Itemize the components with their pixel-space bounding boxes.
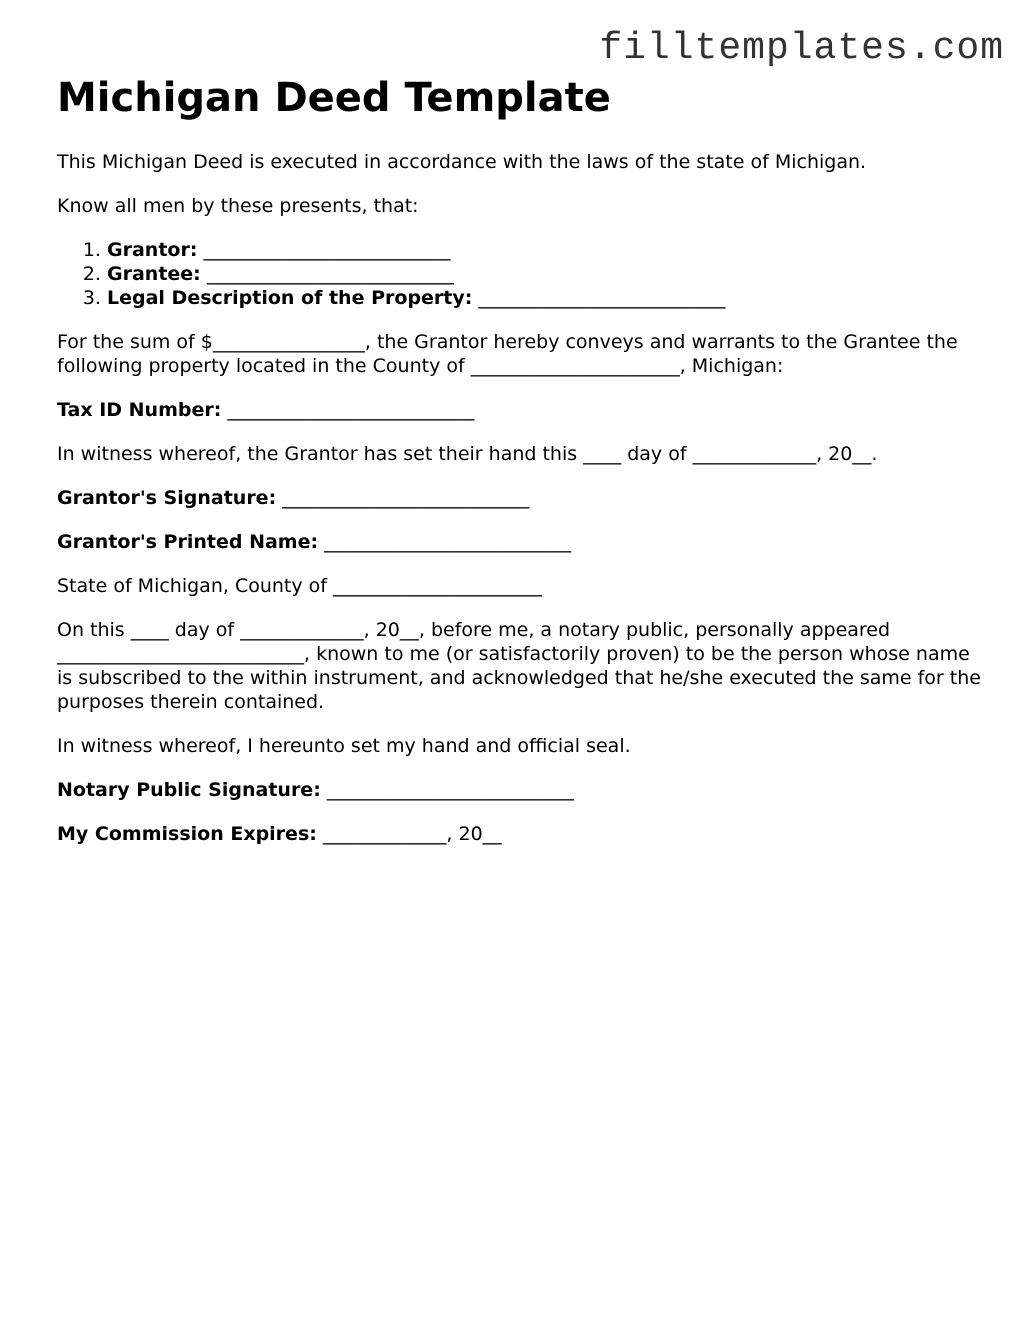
parties-list [57,238,987,310]
commission-expires-blank: _____________, 20__ [316,823,502,845]
grantor-signature-line [57,486,987,510]
know-all-paragraph: Know all men by these presents, that: [57,195,419,217]
tax-id-line [57,398,987,422]
grantee-blank: __________________________ [200,263,454,285]
watermark: filltemplates.com [599,27,1004,70]
state-county-line: State of Michigan, County of ______________________ [57,575,543,597]
list-item-legal-description [107,286,987,310]
commission-expires-line [57,822,987,846]
grantor-signature-label: Grantor's Signature: [57,487,277,509]
grantor-blank: __________________________ [197,239,451,261]
grantee-label: Grantee: [107,263,201,285]
grantor-signature-blank: __________________________ [276,487,530,509]
sum-clause-paragraph: For the sum of $________________, the Grantor hereby conveys and warrants to the Grantee the following property located in the County of ______________________, Michigan: [57,331,958,377]
witness-grantor-paragraph: In witness whereof, the Grantor has set their hand this ____ day of _____________, 20__. [57,443,878,465]
intro-paragraph: This Michigan Deed is executed in accordance with the laws of the state of Michigan. [57,151,867,173]
list-item-grantee [107,262,987,286]
tax-id-label: Tax ID Number: [57,399,222,421]
notary-clause-paragraph: On this ____ day of _____________, 20__, before me, a notary public, personally appeared __________________________, known to me (or satisfactorily proven) to be the person whose name is subscribed to the within instrument, and acknowledged that he/she executed the same for the purposes therein contained. [57,619,981,713]
page-title: Michigan Deed Template [57,75,611,121]
notary-signature-line [57,778,987,802]
witness-notary-paragraph: In witness whereof, I hereunto set my hand and official seal. [57,735,631,757]
grantor-printed-name-blank: __________________________ [318,531,572,553]
grantor-printed-name-label: Grantor's Printed Name: [57,531,319,553]
grantor-printed-name-line [57,530,987,554]
legal-description-label: Legal Description of the Property: [107,287,473,309]
notary-signature-label: Notary Public Signature: [57,779,321,801]
tax-id-blank: __________________________ [221,399,475,421]
grantor-label: Grantor: [107,239,198,261]
commission-expires-label: My Commission Expires: [57,823,317,845]
legal-description-blank: __________________________ [472,287,726,309]
deed-document [57,74,987,866]
list-item-grantor [107,238,987,262]
notary-signature-blank: __________________________ [320,779,574,801]
